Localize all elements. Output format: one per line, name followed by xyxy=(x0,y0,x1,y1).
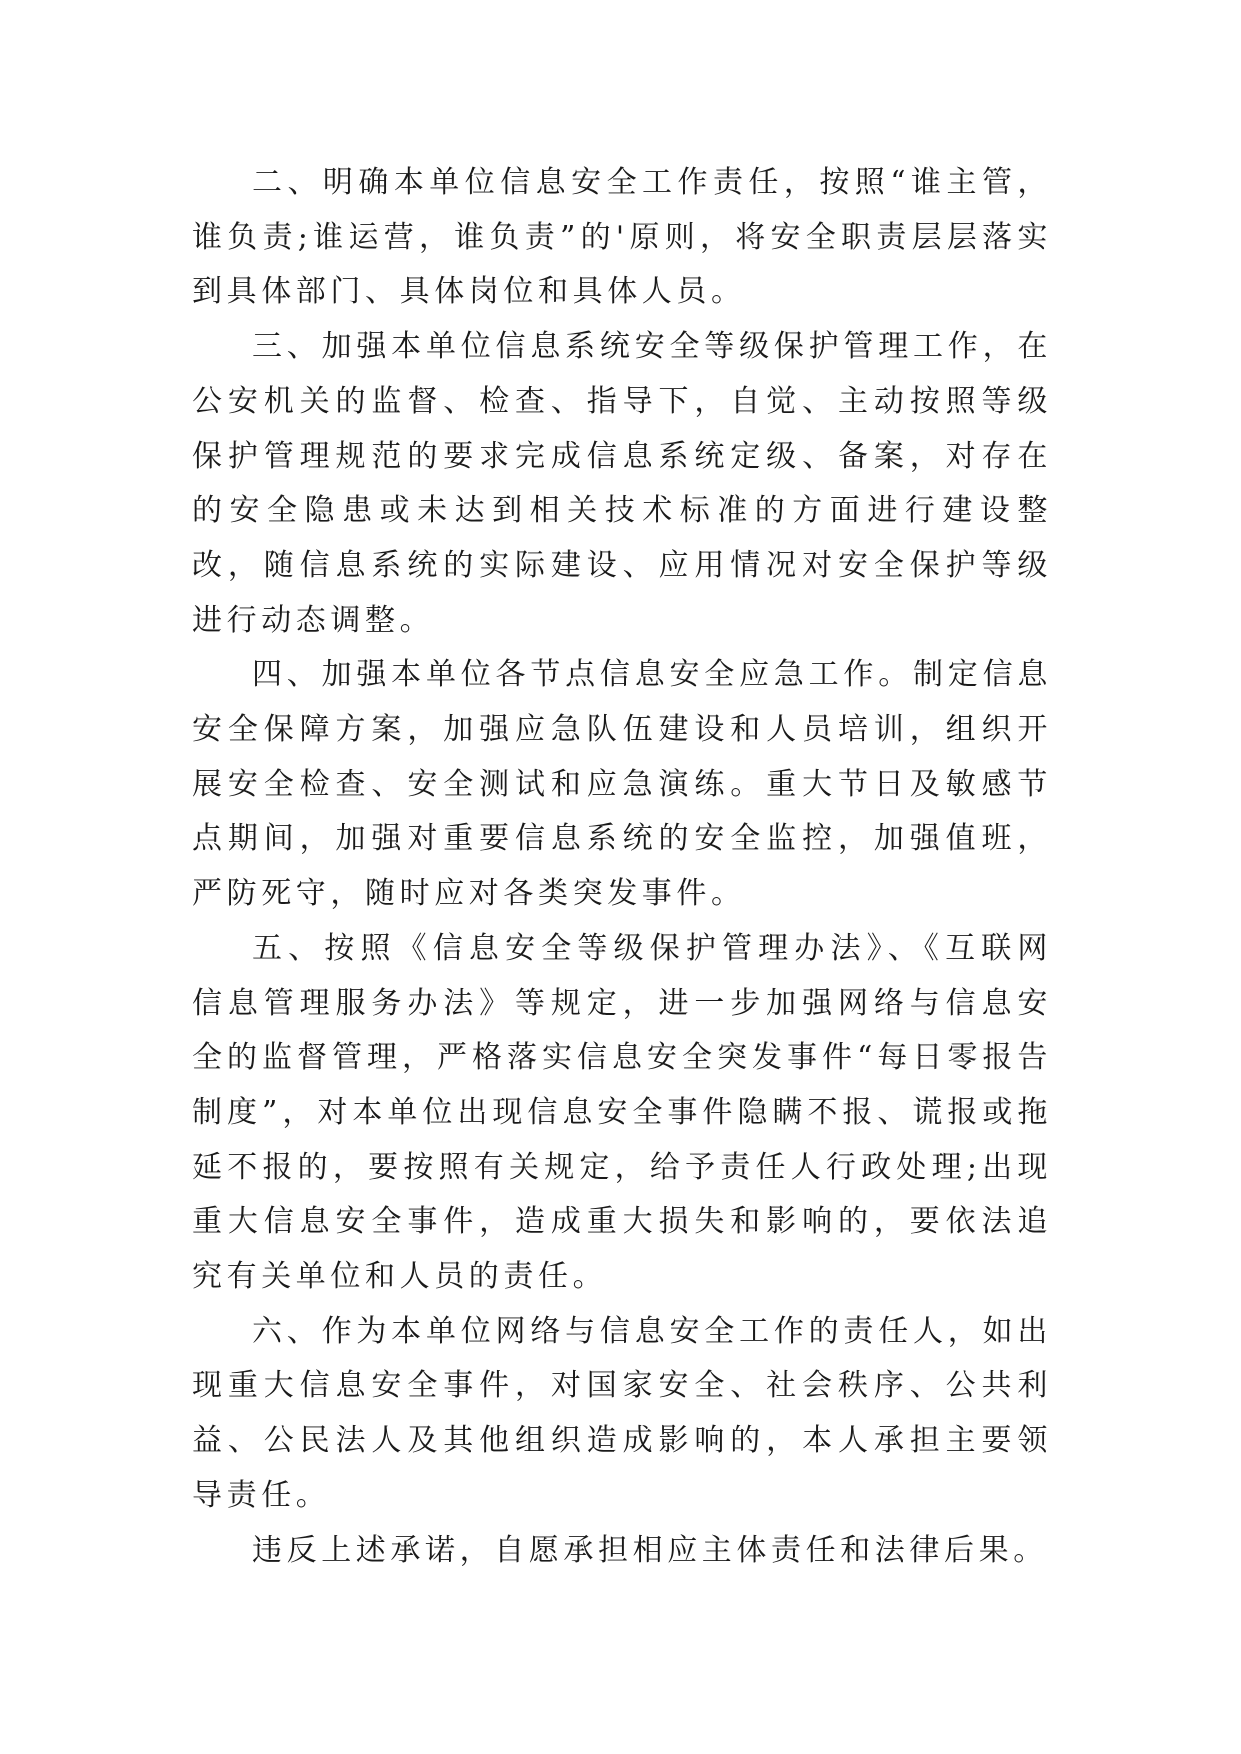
paragraph-emergency-work: 四、加强本单位各节点信息安全应急工作。制定信息安全保障方案，加强应急队伍建设和人员培训，组织开展安全检查、安全测试和应急演练。重大节日及敏感节点期间，加强对重要信息系统的安全监控，加强值班，严防死守，随时应对各类突发事件。 xyxy=(192,657,1052,912)
paragraph-responsibility: 二、明确本单位信息安全工作责任，按照“谁主管，谁负责;谁运营，谁负责”的'原则，将安全职责层层落实到具体部门、具体岗位和具体人员。 xyxy=(192,165,1052,310)
paragraph-leadership-responsibility: 六、作为本单位网络与信息安全工作的责任人，如出现重大信息安全事件，对国家安全、社会秩序、公共利益、公民法人及其他组织造成影响的，本人承担主要领导责任。 xyxy=(192,1313,1052,1513)
paragraph-supervision: 五、按照《信息安全等级保护管理办法》、《互联网信息管理服务办法》等规定，进一步加强网络与信息安全的监督管理，严格落实信息安全突发事件“每日零报告制度”，对本单位出现信息安全事件隐瞒不报、谎报或拖延不报的，要按照有关规定，给予责任人行政处理;出现重大信息安全事件，造成重大损失和影响的，要依法追究有关单位和人员的责任。 xyxy=(192,930,1052,1295)
paragraph-commitment: 违反上述承诺，自愿承担相应主体责任和法律后果。 xyxy=(252,1532,1048,1568)
paragraph-level-protection: 三、加强本单位信息系统安全等级保护管理工作，在公安机关的监督、检查、指导下，自觉、主动按照等级保护管理规范的要求完成信息系统定级、备案，对存在的安全隐患或未达到相关技术标准的方面进行建设整改，随信息系统的实际建设、应用情况对安全保护等级进行动态调整。 xyxy=(192,329,1052,638)
document-body xyxy=(192,156,1052,1578)
